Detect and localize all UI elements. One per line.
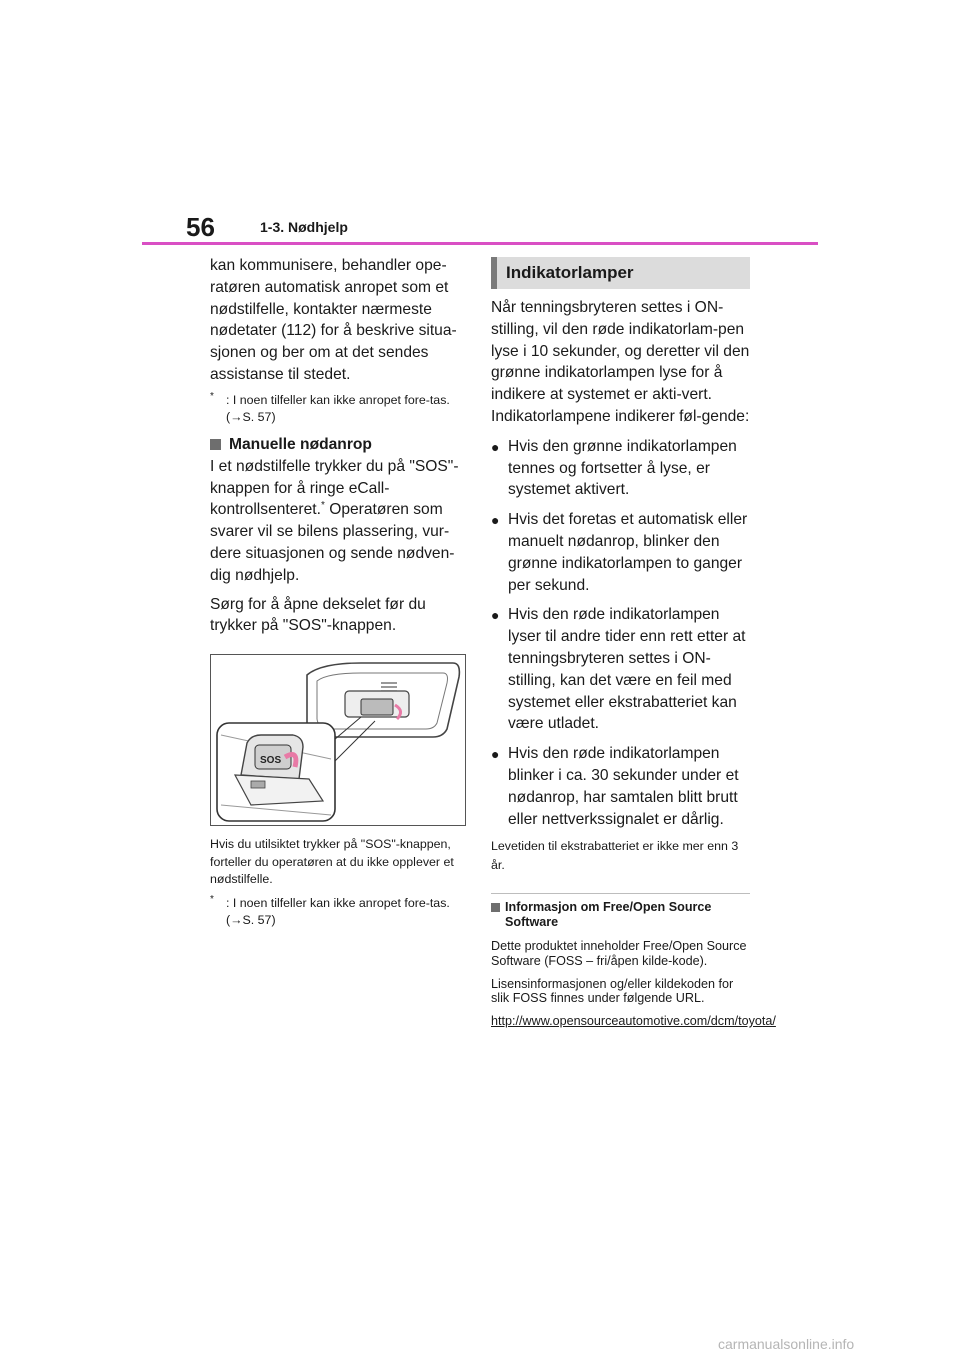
intro-paragraph: kan kommunisere, behandler ope-ratøren automatisk anropet som et nødstilfelle, kontakter nærmeste nødetater (112) for å beskrive situa-sjonen og ber om at det sendes assistanse til stedet. (210, 257, 457, 383)
indicator-bullet-list (491, 436, 753, 831)
figure-caption: Hvis du utilsiktet trykker på "SOS"-knappen, forteller du operatøren at du ikke opplever et nødstilfelle. (210, 837, 454, 887)
list-item: ● Hvis den røde indikatorlampen lyser til andre tider enn rett etter at tenningsbryteren settes i ON-stilling, kan det være en feil med systemet eller ekstrabatteriet kan være utladet. (491, 604, 753, 735)
foss-url-link[interactable]: http://www.opensourceautomotive.com/dcm/toyota/ (491, 1014, 776, 1029)
footnote-marker: * (210, 390, 214, 402)
list-item: ● Hvis den røde indikatorlampen blinker i ca. 30 sekunder under et nødanrop, har samtalen blitt brutt eller nettverkssignalet er dårlig. (491, 743, 753, 830)
watermark: carmanualsonline.info (718, 1336, 855, 1352)
list-item: ● Hvis det foretas et automatisk eller manuelt nødanrop, blinker den grønne indikatorlampen to ganger per sekund. (491, 509, 753, 596)
list-item: ● Hvis den grønne indikatorlampen tennes og fortsetter å lyse, er systemet aktivert. (491, 436, 753, 501)
page-number: 56 (186, 212, 215, 242)
bullet-dot-icon: ● (491, 607, 500, 624)
footnote (210, 895, 470, 929)
right-column (491, 257, 776, 1029)
section-divider (491, 893, 750, 894)
footnote-text: : I noen tilfeller kan ikke anropet fore-tas. (→S. 57) (226, 895, 450, 927)
sos-button-label: SOS (260, 755, 282, 767)
sos-button-illustration (210, 654, 466, 826)
footnote-text: : I noen tilfeller kan ikke anropet fore-tas. (→S. 57) (226, 392, 450, 424)
subheading-manual-emergency-call (210, 436, 470, 454)
section-title: 1-3. Nødhjelp (260, 219, 348, 235)
foss-heading: Informasjon om Free/Open Source Software (491, 900, 753, 930)
battery-note: Levetiden til ekstrabatteriet er ikke mer enn 3 år. (491, 839, 739, 873)
bullet-dot-icon: ● (491, 438, 500, 455)
license-paragraph: Lisensinformasjonen og/eller kildekoden for slik FOSS finnes under følgende URL. (491, 976, 734, 1005)
square-bullet-icon (491, 903, 500, 912)
section-heading-indicator-lamps: Indikatorlamper (491, 257, 750, 289)
footnote-ref: * (320, 500, 325, 512)
foss-paragraph: Dette produktet inneholder Free/Open Source Software (FOSS – fri/åpen kilde-kode). (491, 939, 747, 968)
bullet-dot-icon: ● (491, 746, 500, 763)
square-bullet-icon (210, 439, 221, 450)
indicator-intro: Når tenningsbryteren settes i ON-stilling, vil den røde indikatorlam-pen lyse i 10 sekunder, og deretter vil den grønne indikatorlampen lyse for å indikere at systemet er akti-vert. Indikatorlampene indikerer føl-gende: (491, 299, 750, 425)
cover-paragraph: Sørg for å åpne dekselet før du trykker på "SOS"-knappen. (210, 595, 426, 635)
footnote (210, 392, 470, 426)
header-divider (142, 242, 818, 245)
manual-call-paragraph: I et nødstilfelle trykker du på "SOS"-knappen for å ringe eCall-kontrollsenteret.* Operatøren som svarer vil se bilens plassering, vur-dere situasjonen og sende nødven-dig nødhjelp. (210, 457, 459, 584)
footnote-marker: * (210, 893, 214, 905)
left-column (210, 255, 470, 929)
subheading-text: Manuelle nødanrop (229, 435, 372, 453)
sos-illustration-svg (211, 655, 465, 825)
bullet-dot-icon: ● (491, 512, 500, 529)
